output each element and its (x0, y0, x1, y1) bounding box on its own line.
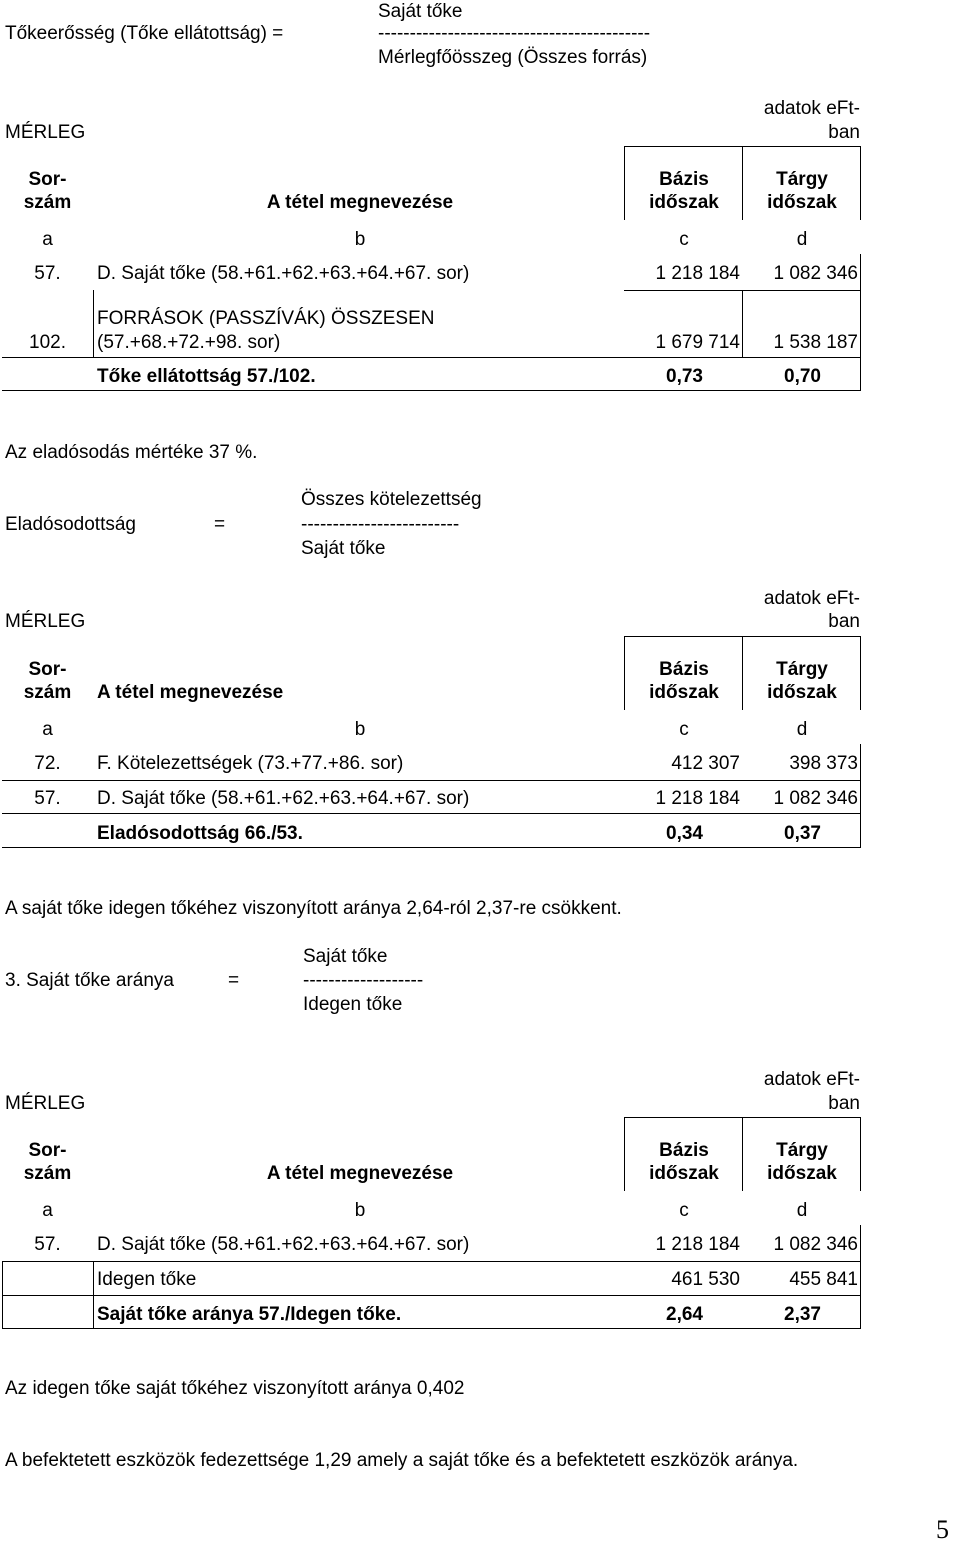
column-letter: a (42, 1200, 53, 1221)
formula-denominator: Idegen tőke (303, 994, 403, 1015)
header-targy: Tárgy (776, 169, 828, 190)
row-name: D. Saját tőke (58.+61.+62.+63.+64.+67. sor) (97, 1234, 470, 1255)
table-title: MÉRLEG (5, 1093, 86, 1114)
value-targy: 455 841 (789, 1269, 858, 1290)
unit-note: ban (828, 1093, 860, 1114)
row-number: 72. (34, 753, 61, 774)
table-border (860, 744, 861, 848)
formula-label: Eladósodottság (5, 514, 136, 535)
paragraph-text: Az eladósodás mértéke 37 %. (5, 442, 258, 463)
value-bazis: 2,64 (666, 1304, 703, 1325)
formula-divider: ------------------------- (301, 514, 460, 535)
paragraph-text: Az idegen tőke saját tőkéhez viszonyított aránya 0,402 (5, 1378, 465, 1399)
table-border (2, 780, 861, 781)
header-bazis: Bázis (659, 659, 709, 680)
formula-numerator: Saját tőke (303, 946, 388, 967)
table-border (2, 1295, 861, 1296)
column-letter: a (42, 719, 53, 740)
formula-divider: ------------------- (303, 970, 424, 991)
column-letter: d (796, 1200, 808, 1221)
table-border (2, 813, 861, 814)
formula-numerator: Összes kötelezettség (301, 489, 482, 510)
formula-denominator: Saját tőke (301, 538, 386, 559)
header-name: A tétel megnevezése (97, 682, 284, 703)
formula-divider: ------------------------------------------- (378, 23, 651, 44)
column-letter: b (354, 1200, 366, 1221)
page-number: 5 (936, 1515, 949, 1544)
value-bazis: 1 679 714 (655, 332, 740, 353)
table-border (2, 1261, 861, 1262)
column-letter: b (354, 229, 366, 250)
header-bazis: Bázis (659, 1140, 709, 1161)
header-targy: Tárgy (776, 1140, 828, 1161)
value-bazis: 412 307 (671, 753, 740, 774)
table-title: MÉRLEG (5, 611, 86, 632)
header-bazis: időszak (649, 192, 719, 213)
header-bazis: Bázis (659, 169, 709, 190)
row-name: Idegen tőke (97, 1269, 197, 1290)
table-border (2, 357, 861, 358)
header-sorszam: szám (23, 682, 72, 703)
value-targy: 398 373 (789, 753, 858, 774)
row-name: (57.+68.+72.+98. sor) (97, 332, 281, 353)
header-sorszam: Sor- (28, 169, 67, 190)
column-letter: b (354, 719, 366, 740)
header-name: A tétel megnevezése (266, 192, 454, 213)
row-name: Saját tőke aránya 57./Idegen tőke. (97, 1304, 402, 1325)
table-border (860, 1225, 861, 1329)
column-letter: c (679, 229, 689, 250)
header-bazis: időszak (649, 682, 719, 703)
table-border (2, 1328, 861, 1329)
value-targy: 1 082 346 (773, 788, 858, 809)
row-name: FORRÁSOK (PASSZÍVÁK) ÖSSZESEN (97, 308, 435, 329)
table-title: MÉRLEG (5, 122, 86, 143)
row-number: 102. (29, 332, 66, 353)
value-bazis: 1 218 184 (655, 788, 740, 809)
row-name: D. Saját tőke (58.+61.+62.+63.+64.+67. sor) (97, 788, 470, 809)
header-targy: időszak (767, 1163, 837, 1184)
column-letter: d (796, 719, 808, 740)
formula-numerator: Saját tőke (378, 1, 463, 22)
table-border (2, 847, 861, 848)
row-name: F. Kötelezettségek (73.+77.+86. sor) (97, 753, 404, 774)
paragraph-text: A befektetett eszközök fedezettsége 1,29 amely a saját tőke és a befektetett eszközök aránya. (5, 1450, 799, 1471)
value-bazis: 461 530 (671, 1269, 740, 1290)
table-border (2, 1261, 3, 1329)
header-name: A tétel megnevezése (266, 1163, 454, 1184)
unit-note: adatok eFt- (763, 1069, 860, 1090)
unit-note: ban (828, 611, 860, 632)
header-targy: Tárgy (776, 659, 828, 680)
header-sorszam: Sor- (28, 659, 67, 680)
value-targy: 1 082 346 (773, 263, 858, 284)
formula-equals: = (228, 970, 240, 991)
row-number: 57. (34, 263, 61, 284)
value-targy: 0,37 (784, 823, 821, 844)
header-bazis: időszak (649, 1163, 719, 1184)
unit-note: adatok eFt- (763, 98, 860, 119)
header-sorszam: szám (23, 192, 72, 213)
row-name: Eladósodottság 66./53. (97, 823, 303, 844)
table-border (2, 390, 861, 391)
header-targy: időszak (767, 192, 837, 213)
column-letter: a (42, 229, 53, 250)
row-number: 57. (34, 1234, 61, 1255)
value-targy: 1 082 346 (773, 1234, 858, 1255)
column-letter: d (796, 229, 808, 250)
formula-label: 3. Saját tőke aránya (5, 970, 174, 991)
column-letter: c (679, 719, 689, 740)
column-letter: c (679, 1200, 689, 1221)
formula-denominator: Mérlegfőösszeg (Összes forrás) (378, 47, 648, 68)
unit-note: ban (828, 122, 860, 143)
value-targy: 0,70 (784, 366, 821, 387)
row-name: Tőke ellátottság 57./102. (97, 366, 316, 387)
value-bazis: 1 218 184 (655, 1234, 740, 1255)
table-border (860, 254, 861, 391)
value-targy: 1 538 187 (773, 332, 858, 353)
formula-equals: = (214, 514, 226, 535)
unit-note: adatok eFt- (763, 588, 860, 609)
table-border (93, 1261, 94, 1329)
header-sorszam: szám (23, 1163, 72, 1184)
value-bazis: 0,34 (666, 823, 703, 844)
formula-label: Tőkeerősség (Tőke ellátottság) = (5, 23, 284, 44)
row-number: 57. (34, 788, 61, 809)
paragraph-text: A saját tőke idegen tőkéhez viszonyított aránya 2,64-ról 2,37-re csökkent. (5, 898, 622, 919)
row-name: D. Saját tőke (58.+61.+62.+63.+64.+67. sor) (97, 263, 470, 284)
value-bazis: 0,73 (666, 366, 703, 387)
value-targy: 2,37 (784, 1304, 821, 1325)
header-targy: időszak (767, 682, 837, 703)
value-bazis: 1 218 184 (655, 263, 740, 284)
header-sorszam: Sor- (28, 1140, 67, 1161)
